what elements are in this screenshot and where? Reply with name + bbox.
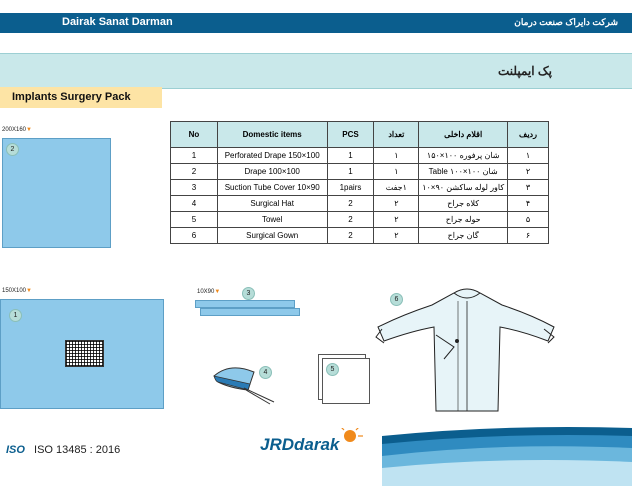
col-count-fa: تعداد [374, 122, 419, 148]
cover3-strip-2 [200, 308, 300, 316]
cover3-dims: 10X90▼ [197, 289, 221, 295]
iso-certification [6, 444, 120, 456]
table-row: 1 Perforated Drape 150×100 1 ۱ شان پرفوره ۱۰۰×۱۵۰ ۱ [171, 148, 549, 164]
iso-text: ISO 13485 : 2016 [34, 444, 121, 456]
hat4-badge: 4 [259, 366, 272, 379]
title-bar [0, 53, 632, 89]
drape1-image [0, 299, 164, 409]
towel5-badge: 5 [326, 363, 339, 376]
page-title: پک ایمپلنت [497, 64, 552, 78]
table-header-row [171, 122, 549, 148]
col-no: No [171, 122, 218, 148]
col-row-fa: ردیف [508, 122, 549, 148]
cover3-strip-1 [195, 300, 295, 308]
cover3-badge: 3 [242, 287, 255, 300]
brand-text: JRDdarak [260, 435, 340, 454]
items-table [170, 121, 549, 244]
brand-logo [258, 428, 368, 458]
footer-waves [382, 422, 632, 486]
table-row: 6 Surgical Gown 2 ۲ گان جراح ۶ [171, 228, 549, 244]
drape1-dims: 150X100▼ [2, 288, 32, 294]
col-items-fa: اقلام داخلی [419, 122, 508, 148]
table-row: 4 Surgical Hat 2 ۲ کلاه جراح ۴ [171, 196, 549, 212]
header-bar [0, 13, 632, 33]
drape2-dims: 200X160▼ [2, 127, 32, 133]
table-row: 5 Towel 2 ۲ حوله جراح ۵ [171, 212, 549, 228]
perforation-window [65, 340, 104, 367]
towel-front [322, 358, 370, 404]
table-row: 2 Drape 100×100 1 ۱ شان Table ۱۰۰×۱۰۰ ۲ [171, 164, 549, 180]
col-domestic-items: Domestic items [217, 122, 327, 148]
drape2-image [2, 138, 111, 248]
pack-label-text: Implants Surgery Pack [12, 91, 131, 103]
col-pcs: PCS [327, 122, 374, 148]
drape1-badge: 1 [9, 309, 22, 322]
table-row: 3 Suction Tube Cover 10×90 1pairs ۱جفت کاور لوله ساکشن ۹۰×۱۰ ۳ [171, 180, 549, 196]
iso-logo: ISO [6, 444, 25, 456]
pack-label [0, 87, 162, 108]
company-name-fa: شرکت دایراک صنعت درمان [514, 17, 618, 27]
gown6-badge: 6 [390, 293, 403, 306]
drape2-badge: 2 [6, 143, 19, 156]
company-name-en: Dairak Sanat Darman [62, 16, 173, 28]
